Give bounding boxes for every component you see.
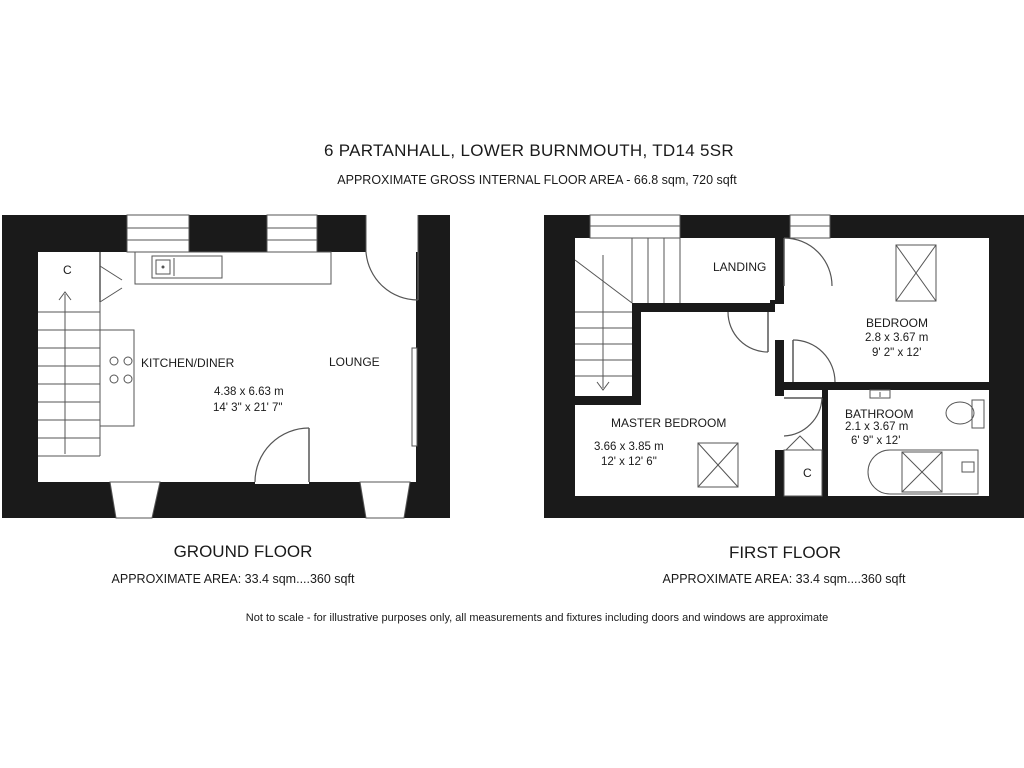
first-floor-title: FIRST FLOOR [728, 543, 842, 562]
bathroom-label: BATHROOM [845, 407, 914, 421]
bedroom-dim-metric: 2.8 x 3.67 m [865, 332, 929, 344]
property-address: 6 PARTANHALL, LOWER BURNMOUTH, TD14 5SR [323, 141, 735, 160]
landing-label: LANDING [713, 260, 767, 274]
ground-floor-area: APPROXIMATE AREA: 33.4 sqm....360 sqft [111, 572, 355, 586]
bedroom-skylight [896, 245, 936, 301]
ground-floor-title: GROUND FLOOR [173, 542, 313, 561]
gross-floor-area: APPROXIMATE GROSS INTERNAL FLOOR AREA - 66.8 sqm, 720 sqft [337, 173, 737, 187]
first-stairs [575, 238, 680, 390]
master-bedroom-label: MASTER BEDROOM [611, 416, 727, 430]
ground-dim-metric: 4.38 x 6.63 m [214, 386, 284, 398]
bedroom-label: BEDROOM [866, 316, 929, 330]
disclaimer-note: Not to scale - for illustrative purposes only, all measurements and fixtures including doors and windows are approximate [245, 612, 829, 624]
first-cupboard-label: C [803, 466, 812, 480]
ground-dim-imperial: 14' 3" x 21' 7" [213, 402, 283, 414]
ground-window-top-right [267, 215, 317, 252]
ground-cupboard-label: C [63, 263, 72, 277]
ground-floor-plan [2, 215, 450, 518]
ground-door-opening [366, 215, 418, 252]
ground-window-bottom-left [110, 482, 160, 518]
first-floor-area: APPROXIMATE AREA: 33.4 sqm....360 sqft [662, 572, 906, 586]
lounge-label: LOUNGE [329, 355, 380, 369]
kitchen-diner-label: KITCHEN/DINER [141, 356, 235, 370]
bathroom-dim-metric: 2.1 x 3.67 m [845, 421, 909, 433]
master-dim-imperial: 12' x 12' 6" [601, 456, 657, 468]
bathroom-dim-imperial: 6' 9" x 12' [851, 435, 901, 447]
kitchen-hob-unit [100, 330, 134, 426]
ground-window-top-left [127, 215, 189, 252]
first-floor-plan [544, 215, 1024, 518]
bedroom-dim-imperial: 9' 2" x 12' [872, 347, 922, 359]
ground-window-bottom-right [360, 482, 410, 518]
master-skylight [698, 443, 738, 487]
ground-stairs [38, 292, 100, 456]
master-dim-metric: 3.66 x 3.85 m [594, 441, 664, 453]
